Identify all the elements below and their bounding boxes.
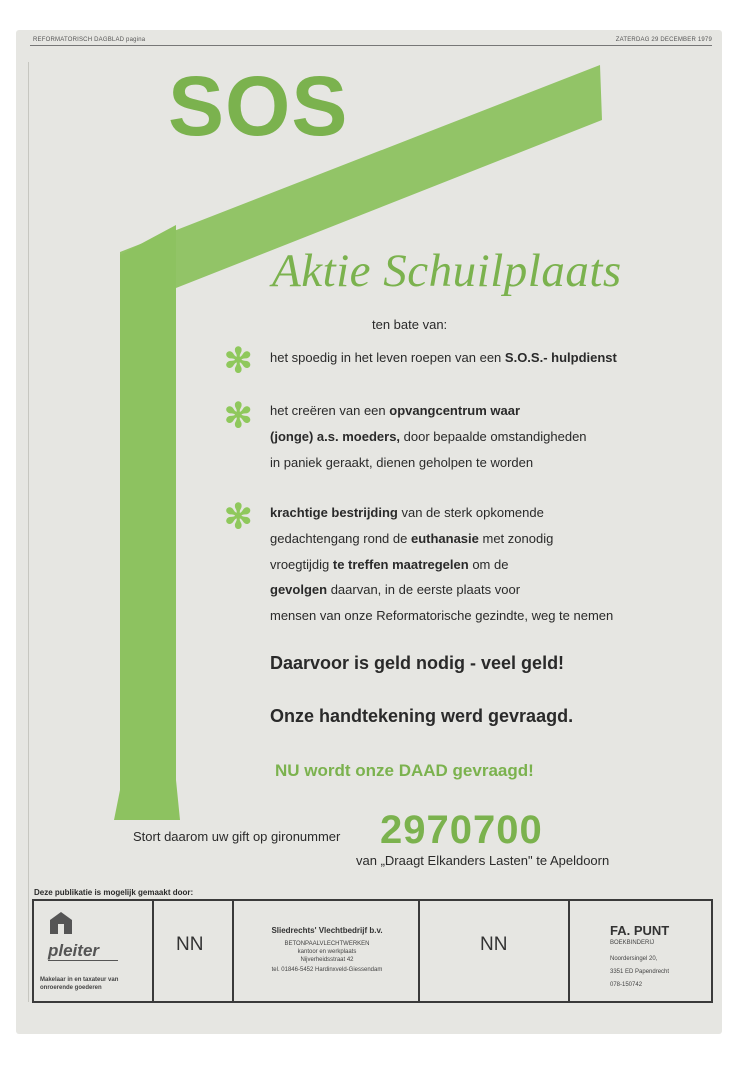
sponsor-vlechtbedrijf — [234, 901, 420, 1001]
stort-text: Stort daarom uw gift op gironummer — [133, 829, 341, 844]
pleiter-tagline: Makelaar in en taxateur van onroerende goederen — [40, 977, 119, 991]
sponsor-nn-1 — [154, 901, 234, 1001]
geld-nodig-text: Daarvoor is geld nodig - veel geld! — [270, 653, 565, 673]
vlecht-name: Sliedrechts' Vlechtbedrijf b.v. — [271, 926, 383, 935]
vlecht-address: BETONPAALVLECHTWERKEN kantoor en werkplaats Nijverheidsstraat 42 — [284, 941, 370, 963]
sos-title: SOS — [168, 59, 349, 153]
punt-line4: 078-150742 — [610, 982, 643, 988]
sponsors-title: Deze publikatie is mogelijk gemaakt door: — [34, 888, 194, 897]
nu-daad-text: NU wordt onze DAAD gevraagd! — [275, 761, 534, 780]
pleiter-logo-icon — [48, 910, 74, 936]
item3-line2: gedachtengang rond de euthanasie met zonodig — [270, 531, 554, 546]
page-header-left: REFORMATORISCH DAGBLAD pagina — [33, 37, 146, 43]
asterisk-icon: ✻ — [224, 397, 253, 435]
punt-name: FA. PUNT — [610, 923, 670, 938]
pleiter-underline — [48, 960, 118, 961]
sponsor-fa-punt — [570, 901, 711, 1001]
punt-line3: 3351 ED Papendrecht — [610, 969, 670, 975]
punt-line1: BOEKBINDERIJ — [610, 940, 655, 946]
item1-line1: het spoedig in het leven roepen van een S.O.S.- hulpdienst — [270, 350, 617, 365]
item3-line4: gevolgen daarvan, in de eerste plaats voor — [270, 582, 521, 597]
item3-line1: krachtige bestrijding van de sterk opkomende — [270, 505, 544, 520]
nn-label: NN — [480, 934, 508, 955]
punt-line2: Noordersingel 20, — [610, 956, 658, 962]
page-header-date: ZATERDAG 29 DECEMBER 1979 — [615, 37, 712, 43]
sponsor-pleiter — [34, 901, 154, 1001]
aktie-title: Aktie Schuilplaats — [272, 245, 622, 297]
asterisk-icon: ✻ — [224, 342, 253, 380]
ten-bate-text: ten bate van: — [372, 317, 448, 332]
item2-line2: (jonge) a.s. moeders, door bepaalde omstandigheden — [270, 429, 587, 444]
pleiter-name: pleiter — [48, 941, 100, 960]
handtekening-text: Onze handtekening werd gevraagd. — [270, 706, 574, 726]
item2-line1: het creëren van een opvangcentrum waar — [270, 403, 521, 418]
sponsor-nn-2 — [420, 901, 570, 1001]
item3-line3: vroegtijdig te treffen maatregelen om de — [270, 557, 509, 572]
item2-line3: in paniek geraakt, dienen geholpen te worden — [270, 455, 534, 470]
nn-label: NN — [176, 934, 204, 955]
giro-number: 2970700 — [380, 808, 543, 852]
giro-recipient: van „Draagt Elkanders Lasten" te Apeldoorn — [356, 853, 610, 868]
item3-line5: mensen van onze Reformatorische gezindte, weg te nemen — [270, 608, 614, 623]
vlecht-phone: tel. 01846-5452 Hardinxveld-Giessendam — [271, 967, 383, 973]
sponsors-box — [32, 899, 713, 1003]
asterisk-icon: ✻ — [224, 498, 253, 536]
